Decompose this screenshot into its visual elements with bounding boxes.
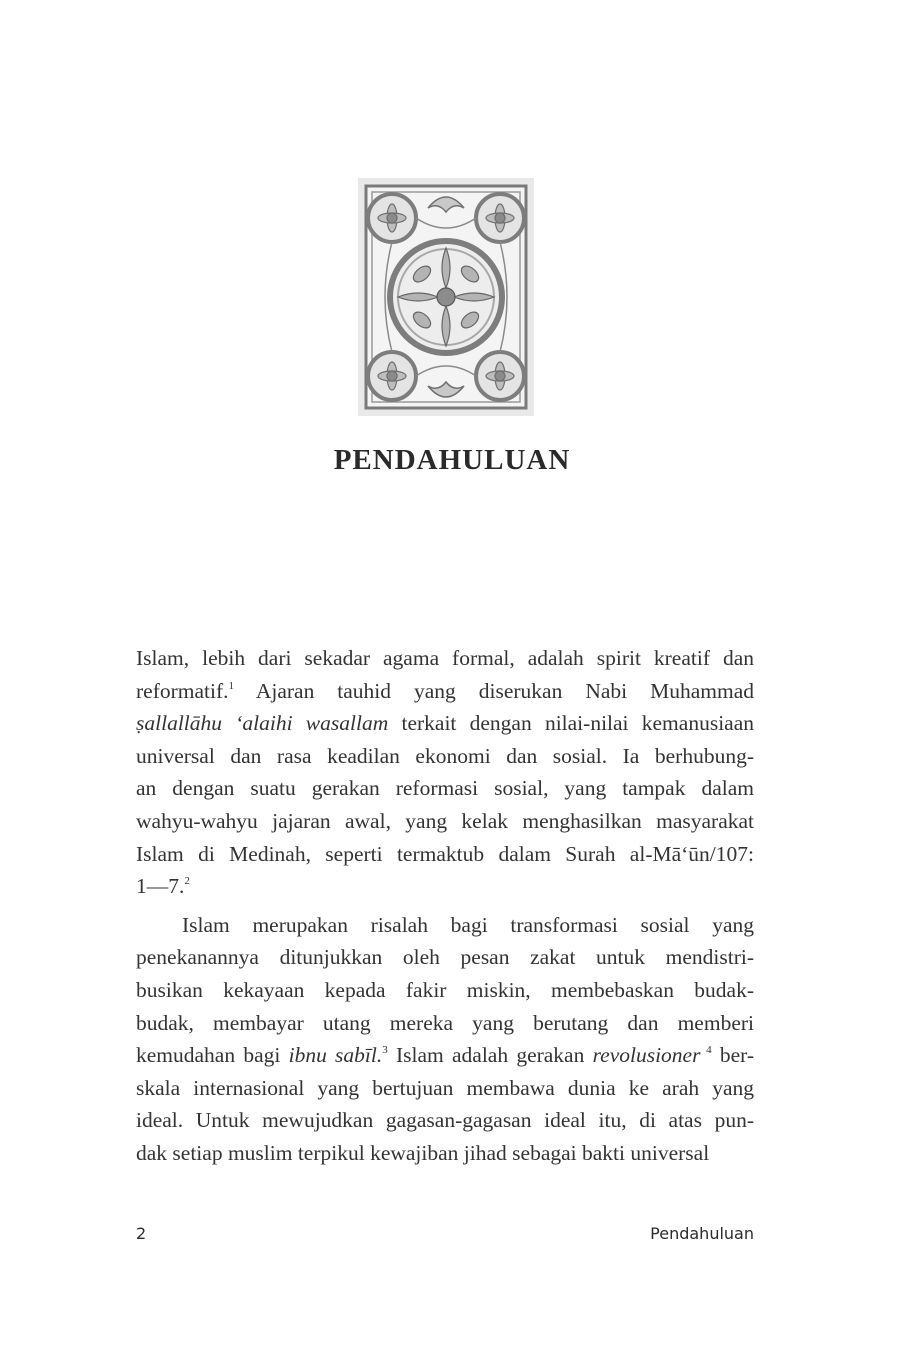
text-run: 1—7. [136, 874, 185, 899]
text-line [136, 870, 754, 903]
text-line [136, 675, 754, 708]
text-run: revolusioner [592, 1043, 701, 1068]
text-run: Islam adalah gerakan [387, 1043, 593, 1068]
body-text [136, 642, 754, 1170]
text-run: budak, membayar utang mereka yang berutang dan memberi [136, 1010, 754, 1035]
text-line [136, 1072, 754, 1105]
text-line [136, 1039, 754, 1072]
text-run: wahyu-wahyu jajaran awal, yang kelak menghasilkan masyarakat [136, 808, 754, 833]
text-run: skala internasional yang bertujuan membawa dunia ke arah yang [136, 1075, 754, 1100]
text-line [136, 974, 754, 1007]
text-run: an dengan suatu gerakan reformasi sosial, yang tampak dalam [136, 776, 754, 801]
chapter-title: PENDAHULUAN [333, 444, 571, 476]
text-line [136, 772, 754, 805]
text-run: penekanannya ditunjukkan oleh pesan zakat untuk mendistri- [136, 945, 754, 970]
text-line [136, 1104, 754, 1137]
text-run: ibnu sabīl. [288, 1043, 383, 1068]
text-line [136, 909, 754, 942]
text-run: ideal. Untuk mewujudkan gagasan-gagasan ideal itu, di atas pun- [136, 1108, 754, 1133]
footnote-reference: 3 [382, 1044, 388, 1057]
text-line [136, 642, 754, 675]
text-run: Islam merupakan risalah bagi transformasi sosial yang [182, 912, 754, 937]
text-run: Ajaran tauhid yang diserukan Nabi Muhammad [234, 678, 754, 703]
text-run: Islam, lebih dari sekadar agama formal, adalah spirit kreatif dan [136, 646, 754, 670]
running-title: Pendahuluan [650, 1224, 754, 1243]
text-run: Islam di Medinah, seperti termaktub dalam Surah al-Mā‘ūn/107: [136, 841, 754, 866]
text-run: terkait dengan nilai-nilai kemanusiaan [388, 711, 754, 736]
footnote-reference: 1 [228, 679, 235, 692]
text-line [136, 707, 754, 740]
page-number: 2 [136, 1224, 147, 1243]
paragraph-2 [136, 909, 754, 1170]
text-line [136, 941, 754, 974]
footnote-reference: 4 [700, 1044, 712, 1057]
arabesque-floral-ornament-icon [358, 178, 534, 416]
text-run: reformatif. [136, 678, 229, 703]
footnote-reference: 2 [184, 875, 190, 888]
text-line [136, 740, 754, 773]
text-run: dak setiap muslim terpikul kewajiban jihad sebagai bakti universal [136, 1140, 710, 1165]
text-line [136, 1137, 754, 1170]
text-line [136, 838, 754, 871]
text-run: kemudahan bagi [136, 1043, 289, 1068]
text-run: ber- [711, 1043, 755, 1068]
text-line [136, 805, 754, 838]
paragraph-1 [136, 642, 754, 903]
text-run: busikan kekayaan kepada fakir miskin, membebaskan budak- [136, 977, 754, 1002]
text-run: ṣallallāhu ‘alaihi wasallam [136, 711, 389, 736]
text-run: universal dan rasa keadilan ekonomi dan sosial. Ia berhubung- [136, 743, 754, 768]
text-line [136, 1007, 754, 1040]
